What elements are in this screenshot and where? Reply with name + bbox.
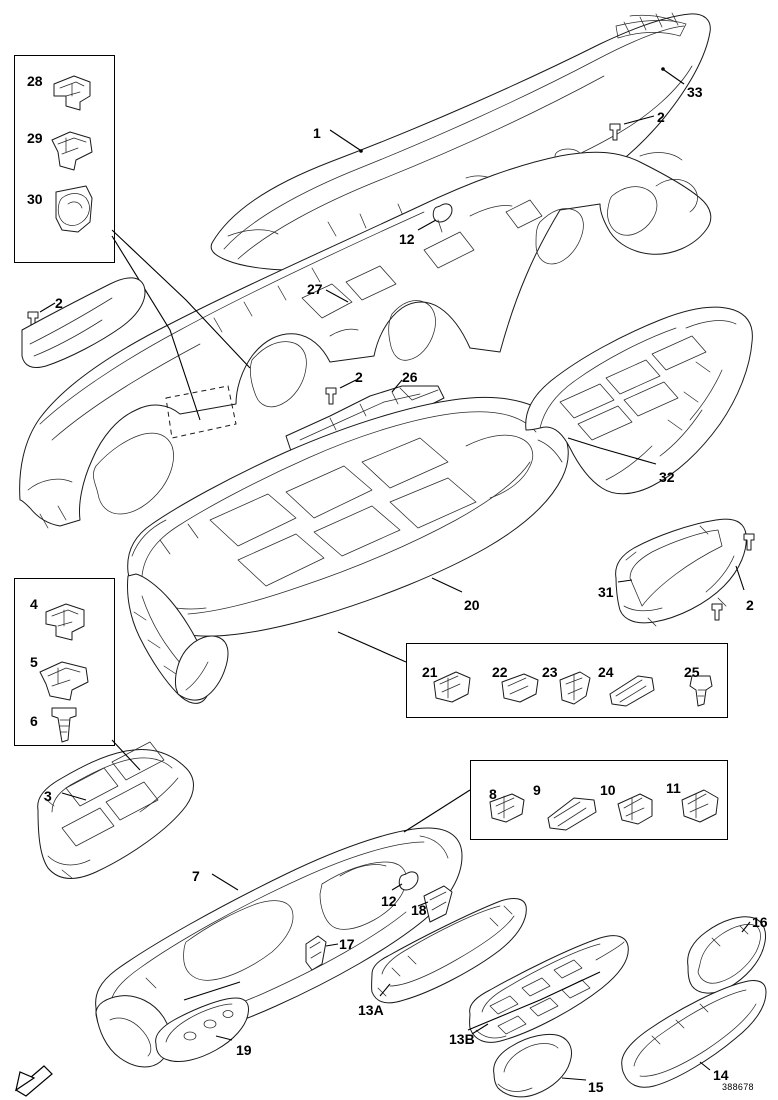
callout-2-mid: 2 <box>355 369 363 385</box>
callout-7: 7 <box>192 868 200 884</box>
part-3-lower-beam <box>38 742 194 878</box>
callout-3: 3 <box>44 788 52 804</box>
callout-11: 11 <box>666 780 681 796</box>
leader-1 <box>330 130 360 150</box>
part-2-screw-mid <box>326 388 336 404</box>
callout-12-lower: 12 <box>381 893 397 909</box>
inset-panel-clips-b <box>470 760 728 840</box>
leader-to-clips-b <box>404 790 470 832</box>
inset-panel-clips-a <box>406 643 728 718</box>
callout-13b: 13B <box>449 1031 475 1047</box>
callout-2-right: 2 <box>746 597 754 613</box>
callout-1: 1 <box>313 125 321 141</box>
callout-23: 23 <box>542 664 558 680</box>
callout-8: 8 <box>489 786 497 802</box>
leader-2-mid <box>340 380 356 388</box>
part-15-access-cover <box>494 1034 572 1096</box>
leader-2-left <box>40 303 55 312</box>
callout-33: 33 <box>687 84 703 100</box>
callout-2-left: 2 <box>55 295 63 311</box>
callout-31: 31 <box>598 584 614 600</box>
part-31-center-bezel <box>616 519 747 626</box>
callout-27: 27 <box>307 281 323 297</box>
callout-4: 4 <box>30 596 38 612</box>
callout-24: 24 <box>598 664 614 680</box>
callout-21: 21 <box>422 664 438 680</box>
callout-25: 25 <box>684 664 700 680</box>
callout-14: 14 <box>713 1067 729 1083</box>
callout-5: 5 <box>30 654 38 670</box>
callout-26: 26 <box>402 369 418 385</box>
diagram-id-code: 388678 <box>722 1082 754 1092</box>
leader-15 <box>562 1078 586 1080</box>
front-direction-arrow <box>16 1066 52 1096</box>
callout-20: 20 <box>464 597 480 613</box>
callout-29: 29 <box>27 130 43 146</box>
callout-32: 32 <box>659 469 675 485</box>
leader-to-clips-a <box>338 632 406 662</box>
leader-7 <box>212 874 238 890</box>
callout-17: 17 <box>339 936 355 952</box>
leader-14 <box>700 1062 710 1070</box>
callout-15: 15 <box>588 1079 604 1095</box>
callout-16: 16 <box>752 914 768 930</box>
callout-18: 18 <box>411 902 427 918</box>
callout-9: 9 <box>533 782 541 798</box>
callout-19: 19 <box>236 1042 252 1058</box>
callout-6: 6 <box>30 713 38 729</box>
part-14-lower-trim <box>622 980 766 1087</box>
callout-12-upper: 12 <box>399 231 415 247</box>
callout-2-top: 2 <box>657 109 665 125</box>
leader-2-right <box>736 566 744 590</box>
leader-20 <box>432 578 462 592</box>
callout-30: 30 <box>27 191 43 207</box>
callout-10: 10 <box>600 782 616 798</box>
callout-22: 22 <box>492 664 508 680</box>
callout-13a: 13A <box>358 1002 384 1018</box>
callout-28: 28 <box>27 73 43 89</box>
